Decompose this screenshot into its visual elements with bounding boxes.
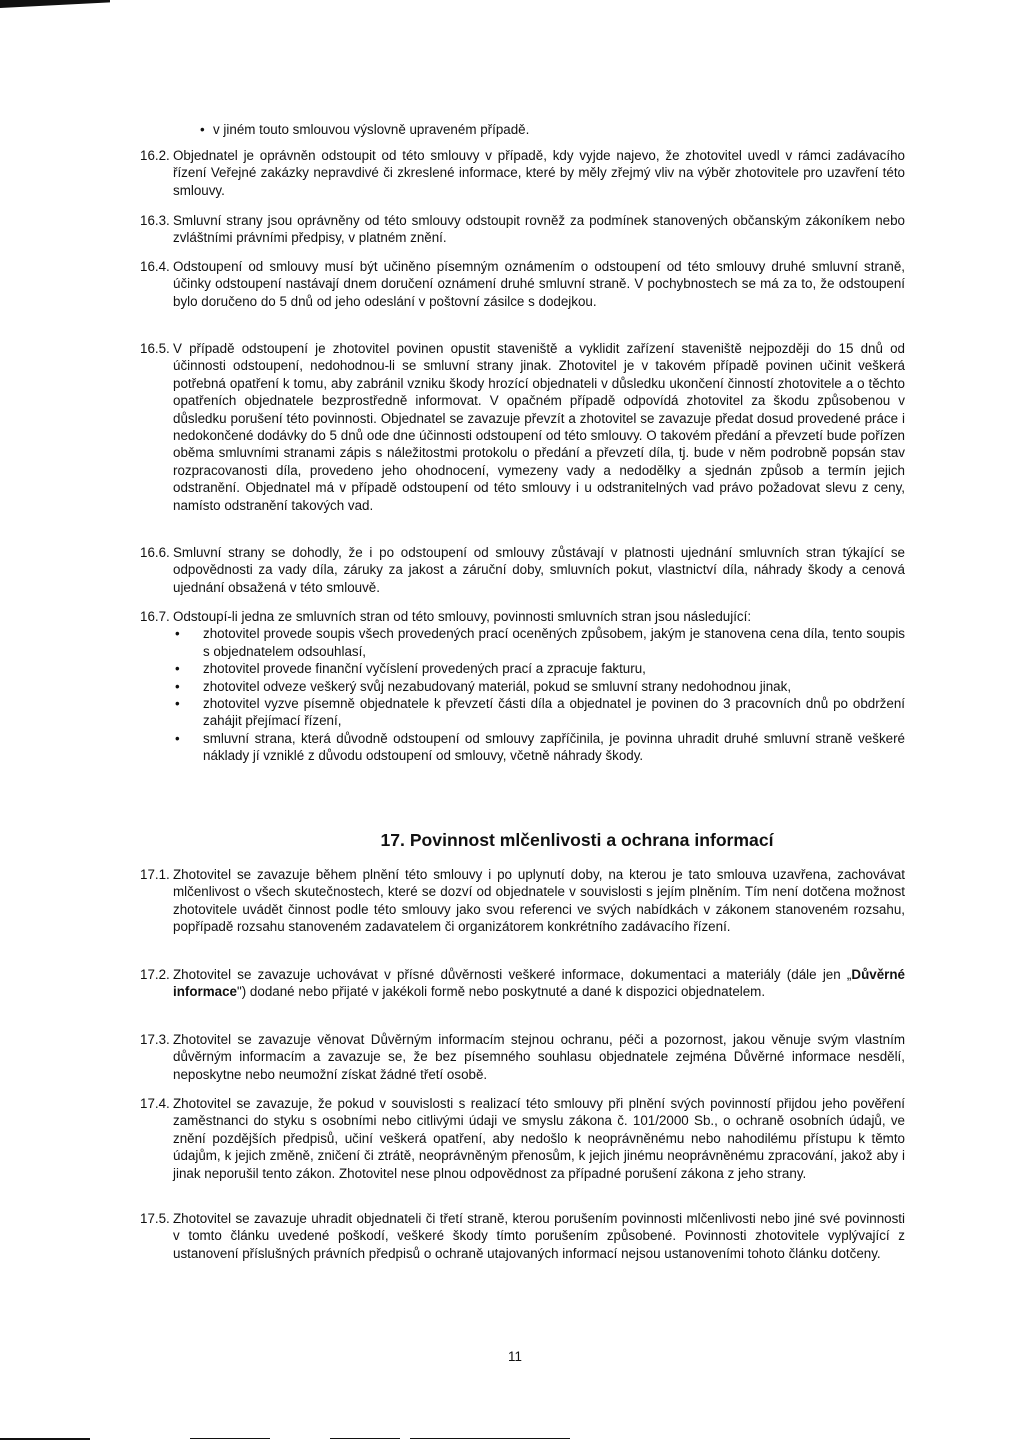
- list-item: [173, 660, 905, 677]
- list-item: [173, 730, 905, 765]
- scan-edge-mark: [410, 1438, 570, 1439]
- clause-text: Odstoupení od smlouvy musí být učiněno písemným oznámením o odstoupení od této smlouvy druhé smluvní straně, účinky odstoupení nastávají dnem doručení oznámení druhé smluvní straně. V pochybnostech se má za to, že odstoupení bylo doručeno do 5 dnů od jeho odeslání v poštovní zásilce s dodejkou.: [173, 259, 905, 309]
- clause-text: Smluvní strany se dohodly, že i po odstoupení od smlouvy zůstávají v platnosti ujednání smluvních stran týkající se odpovědnosti za vady díla, záruky za jakost a záruční doby, smluvních pokut, vlastnictví díla, náhrady škody a cenová ujednání obsažená v této smlouvě.: [173, 545, 905, 595]
- list-item: [173, 695, 905, 730]
- clause-number: 16.2.: [140, 148, 170, 163]
- scan-corner-mark: [0, 0, 110, 8]
- list-item: [173, 625, 905, 660]
- clause-number: 16.7.: [140, 609, 170, 624]
- scan-edge-mark: [190, 1438, 270, 1439]
- list-item-text: smluvní strana, která důvodně odstoupení od smlouvy zapříčinila, je povinna uhradit druhé smluvní straně veškeré náklady jí vzniklé z důvodu odstoupení od smlouvy, včetně náhrady škody.: [203, 730, 905, 764]
- bullet-symbol: •: [175, 678, 180, 694]
- bullet-symbol: •: [175, 661, 180, 677]
- clause-text: [173, 966, 905, 1001]
- clause-text-pre: Zhotovitel se zavazuje uchovávat v přísné důvěrnosti veškeré informace, dokumentaci a materiály (dále jen „: [173, 967, 852, 982]
- clause-intro: Odstoupí-li jedna ze smluvních stran od této smlouvy, povinnosti smluvních stran jsou následující:: [173, 609, 752, 624]
- clause-number: 17.2.: [140, 967, 170, 982]
- clause-text: Smluvní strany jsou oprávněny od této smlouvy odstoupit rovněž za podmínek stanovených občanským zákoníkem nebo zvláštními právními předpisy, v platném znění.: [173, 213, 905, 246]
- clause-text: Zhotovitel se zavazuje, že pokud v souvislosti s realizací této smlouvy při plnění svých povinností přijdou jeho pověření zaměstnanci do styku s osobními nebo citlivými údaji ve smyslu zákona č. 101/2000 Sb., o ochraně osobních údajů, ve znění pozdějších předpisů, učiní veškerá opatření, aby nedošlo k neoprávněnému nebo nahodilému přístupu k těmto údajům, k jejich změně, zničení či ztrátě, neoprávněným přenosům, k jejich jinému neoprávněnému zpracování, jakož aby i jinak neporušil tento zákon. Zhotovitel nese plnou odpovědnost za případné porušení zákona z jeho strany.: [173, 1096, 905, 1181]
- clause-text: Objednatel je oprávněn odstoupit od této smlouvy v případě, kdy vyjde najevo, že zhotovitel uvedl v rámci zadávacího řízení Veřejné zakázky nepravdivé či zkreslené informace, které by měly zřejmý vliv na výběr zhotovitele pro uzavření této smlouvy.: [173, 148, 905, 198]
- list-item-text: zhotovitel provede finanční vyčíslení provedených prací a zpracuje fakturu,: [203, 661, 646, 677]
- scan-edge-mark: [330, 1438, 400, 1439]
- list-item-text: zhotovitel provede soupis všech provedených prací oceněných způsobem, jakým je stanovena cena díla, tento soupis s objednatelem odsouhlasí,: [203, 626, 905, 659]
- clause-number: 17.4.: [140, 1096, 170, 1111]
- list-item-text: zhotovitel odveze veškerý svůj nezabudovaný materiál, pokud se smluvní strany nedohodnou jinak,: [203, 678, 792, 694]
- list-item-text: zhotovitel vyzve písemně objednatele k převzetí části díla a objednatel je povinen do 3 pracovních dnů po obdržení zahájit přejímací řízení,: [203, 696, 905, 729]
- scan-edge-mark: [0, 1438, 90, 1440]
- bullet-symbol: •: [175, 696, 180, 712]
- bullet-symbol: •: [175, 730, 180, 746]
- clause-number: 16.4.: [140, 259, 170, 274]
- bullet-symbol: •: [175, 626, 180, 642]
- clause-text: V případě odstoupení je zhotovitel povinen opustit staveniště a vyklidit zařízení staveniště nejpozději do 15 dnů od účinnosti odstoupení, nedohodnou-li se smluvní strany jinak. Zhotovitel je v takovém případě povinen učinit veškerá potřebná opatření k tomu, aby zabránil vzniku škody hrozící objednateli v důsledku ukončení činností zhotovitele a o těchto opatřeních objednatele bezprostředně informovat. V opačném případě odpovídá zhotovitel za škodu způsobenou v důsledku porušení této povinnosti. Objednatel se zavazuje převzít a zhotovitel se zavazuje předat dosud provedené práce i nedokončené dodávky do 5 dnů ode dne účinnosti odstoupení od této smlouvy. O takovém předání a převzetí bude pořízen oběma smluvními stranami zápis s náležitostmi protokolu o předání a převzetí díla, tj. bude v něm podrobně popsán stav rozpracovanosti díla, provedeno jeho ohodnocení, vymezeny vady a nedodělky a sjednán způsob a termín jejich odstranění. Objednatel má v případě odstoupení od této smlouvy i u odstranitelných vad právo požadovat slevu z ceny, namísto odstranění takových vad.: [173, 341, 905, 513]
- clause-number: 16.5.: [140, 341, 170, 356]
- clause-number: 16.6.: [140, 545, 170, 560]
- clause-text: [173, 608, 905, 765]
- bullet-symbol: •: [200, 122, 205, 137]
- clause-text: Zhotovitel se zavazuje věnovat Důvěrným informacím stejnou ochranu, péči a pozornost, jakou věnuje svým vlastním důvěrným informacím a zavazuje se, že bez písemného souhlasu objednatele zejména Důvěrné informace nesdělí, neposkytne nebo neumožní získat žádné třetí osobě.: [173, 1032, 905, 1082]
- list-item: [173, 678, 905, 695]
- list-item: [200, 121, 530, 138]
- bullet-list: [173, 625, 905, 764]
- clause-text: Zhotovitel se zavazuje během plnění této smlouvy i po uplynutí doby, na kterou je tato smlouva uzavřena, zachovávat mlčenlivost o všech skutečnostech, které se dozví od objednatele v souvislosti s jejím plněním. Tím není dotčena možnost zhotovitele uvádět činnost podle této smlouvy jako svou referenci ve svých nabídkách v zákonem stanoveném rozsahu, popřípadě rozsahu stanoveném zadavatelem či organizátorem konkrétního zadávacího řízení.: [173, 867, 905, 935]
- clause-number: 17.1.: [140, 867, 170, 882]
- clause-number: 17.5.: [140, 1211, 170, 1226]
- defined-term: Důvěrné informace: [173, 967, 905, 1000]
- clause-text-post: ") dodané nebo přijaté v jakékoli formě nebo poskytnuté a dané k dispozici objednatelem.: [237, 984, 766, 1000]
- page-number: 11: [508, 1349, 522, 1364]
- section-heading: 17. Povinnost mlčenlivosti a ochrana informací: [380, 830, 774, 850]
- clause-number: 17.3.: [140, 1032, 170, 1047]
- clause-text: Zhotovitel se zavazuje uhradit objednateli či třetí straně, kterou porušením povinnosti mlčenlivosti nebo jiné své povinnosti v tomto článku uvedené poškodí, veškeré škody tímto porušením způsobené. Povinnosti zhotovitele vyplývající z ustanovení příslušných právních předpisů o ochraně utajovaných informací nejsou ustanoveními tohoto článku dotčeny.: [173, 1211, 905, 1261]
- clause-number: 16.3.: [140, 213, 170, 228]
- list-item-text: v jiném touto smlouvou výslovně upraveném případě.: [213, 122, 530, 137]
